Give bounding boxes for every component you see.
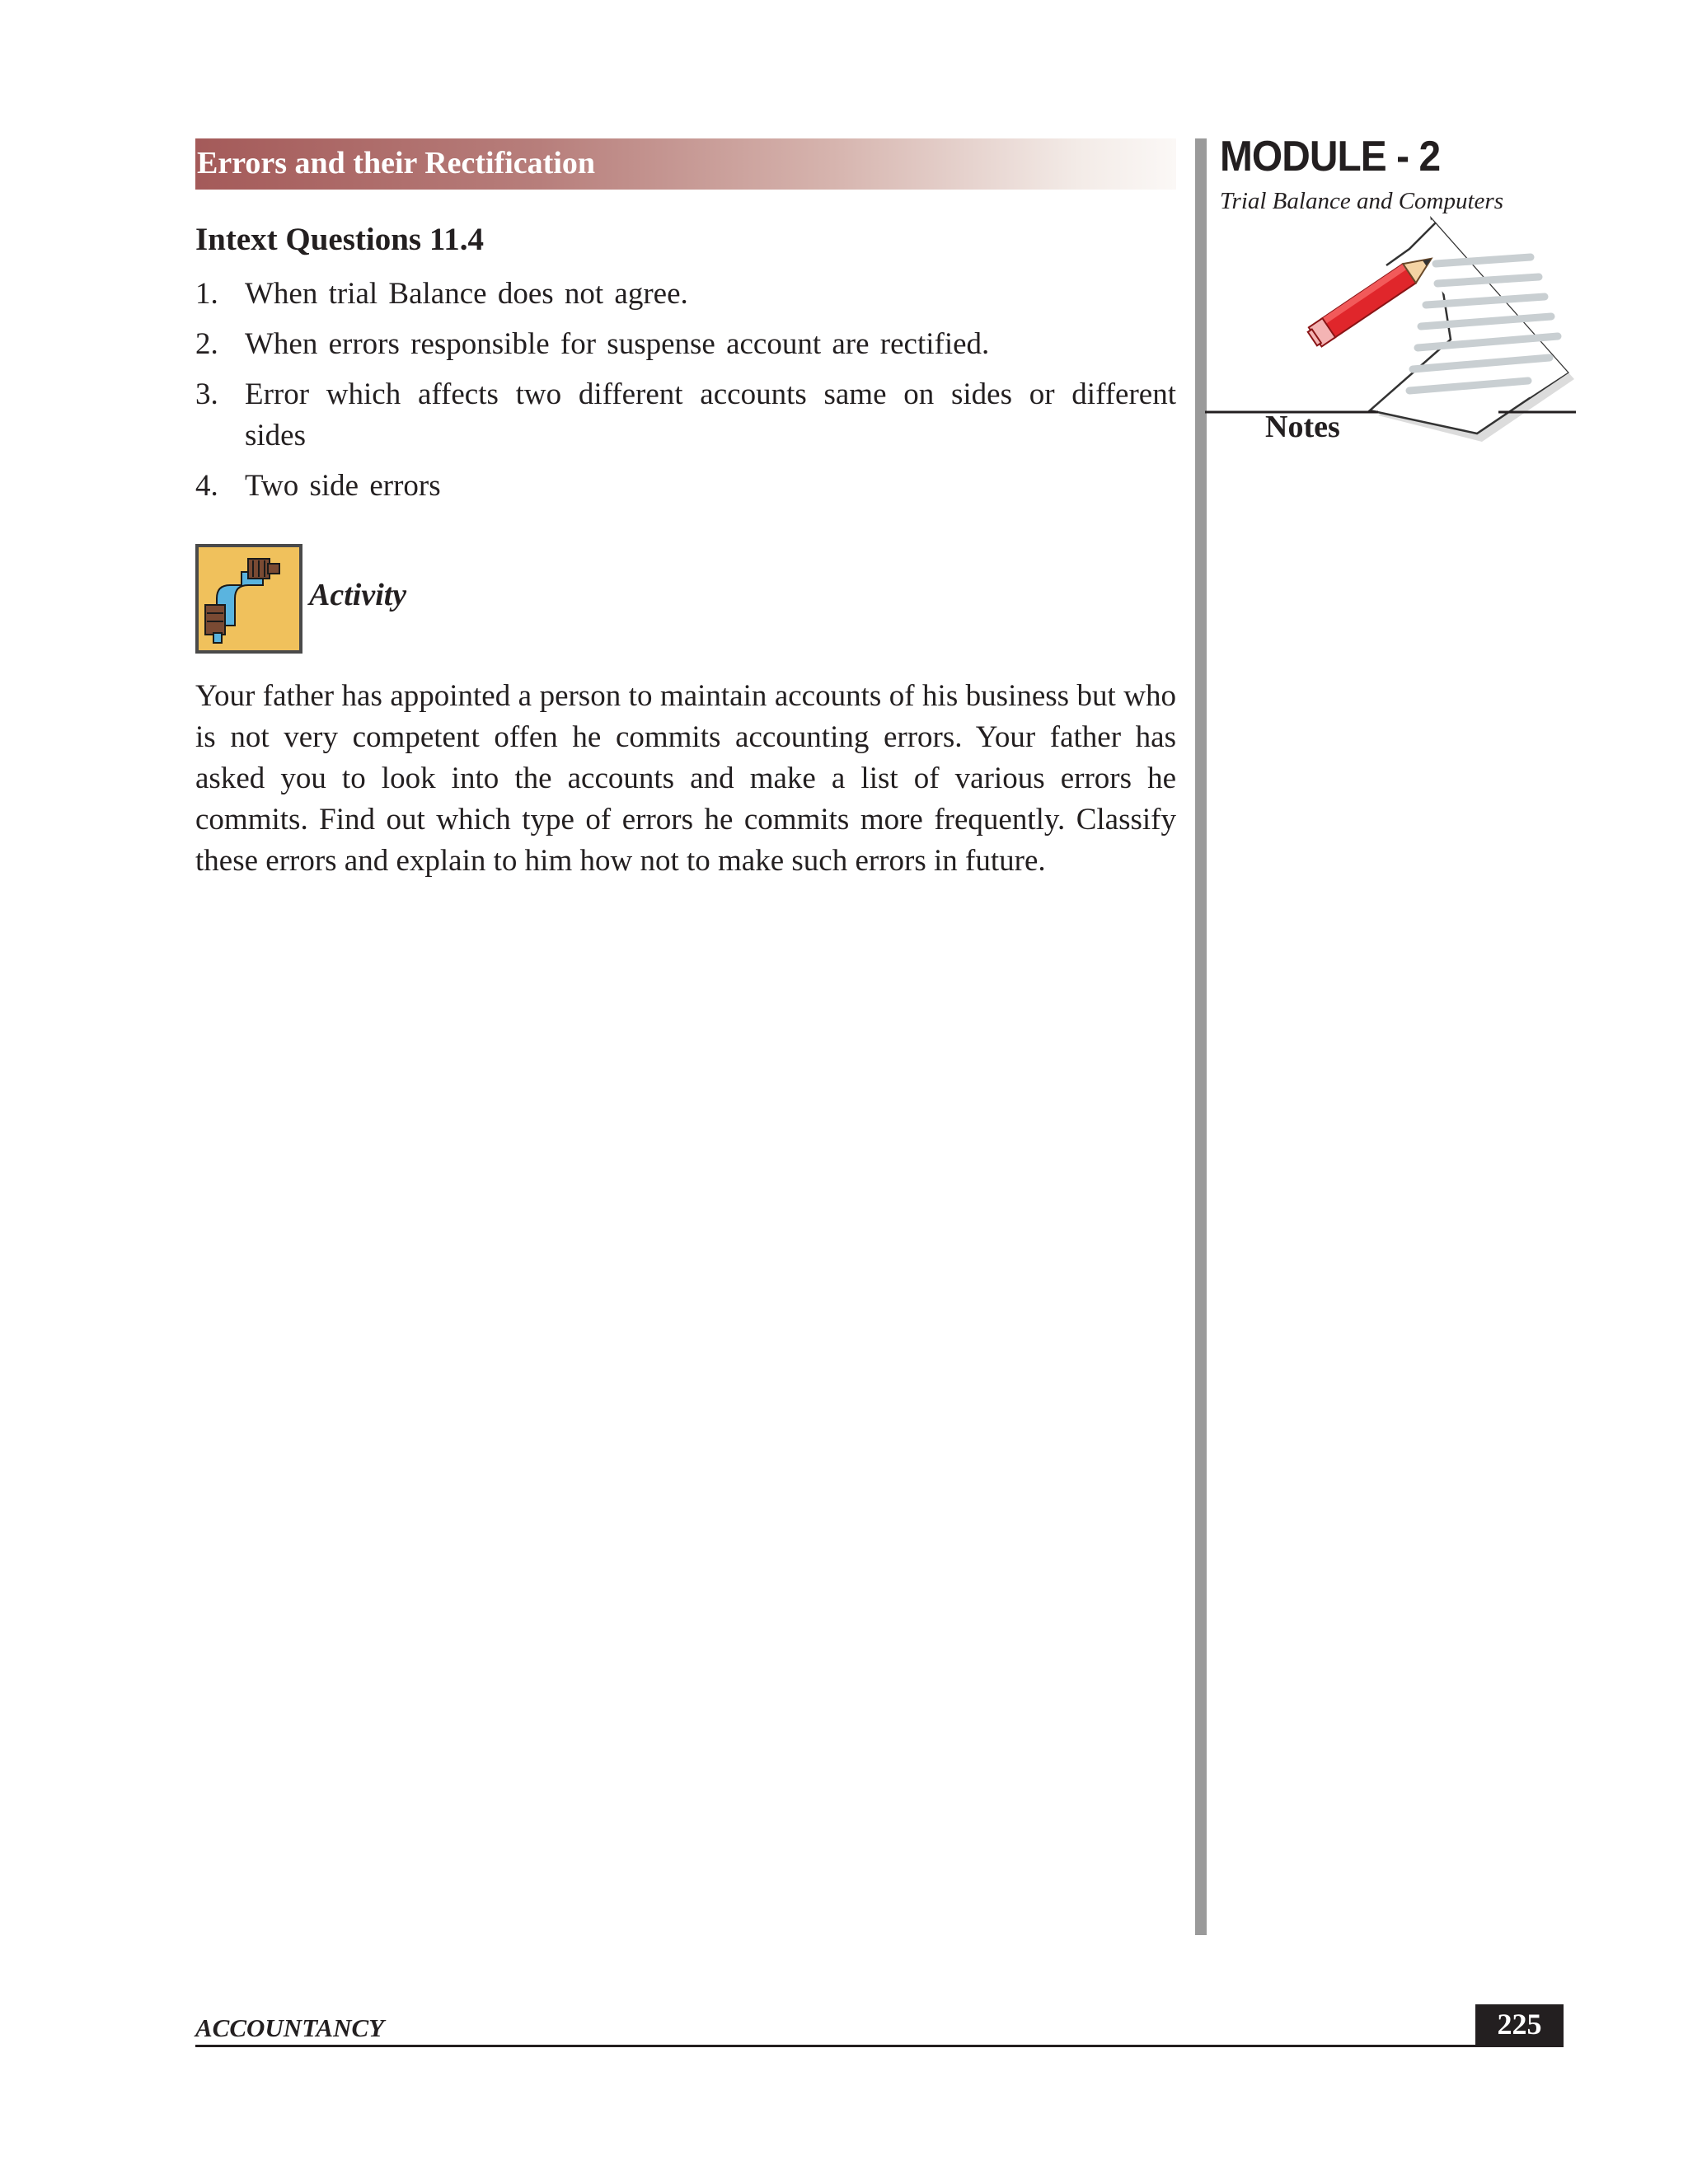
notes-label: Notes [1265,410,1340,444]
list-item-number: 3. [195,377,218,411]
intext-questions-list [195,274,1176,516]
list-item [195,274,1176,315]
activity-paragraph: Your father has appointed a person to maintain accounts of his business but who is not very competent offen he commits accounting errors. Your father has asked you to look into the accounts and make a list of various errors he commits. Find out which type of errors he commits more frequently. Classify these errors and explain to him how not to make such errors in future. [195,679,1176,878]
intext-questions-heading: Intext Questions 11.4 [195,222,484,257]
footer-subject: ACCOUNTANCY [195,2013,385,2042]
activity-tap-icon [195,544,302,654]
chapter-title: Errors and their Rectification [197,146,596,180]
activity-label: Activity [309,578,407,612]
page-number: 225 [1497,2008,1542,2041]
list-item [195,324,1176,365]
module-subtitle: Trial Balance and Computers [1220,188,1503,214]
footer-rule [195,2045,1564,2047]
list-item [195,466,1176,507]
list-item-text: When errors responsible for suspense account are rectified. [245,327,990,361]
list-item-text: Error which affects two different accounts same on sides or different sides [245,377,1176,452]
notes-pencil-icon [1205,216,1576,455]
list-item-text: Two side errors [245,469,441,503]
list-item [195,374,1176,457]
list-item-number: 2. [195,327,218,361]
list-item-number: 4. [195,469,218,503]
module-title: MODULE - 2 [1220,133,1441,180]
list-item-number: 1. [195,277,218,311]
list-item-text: When trial Balance does not agree. [245,277,688,311]
